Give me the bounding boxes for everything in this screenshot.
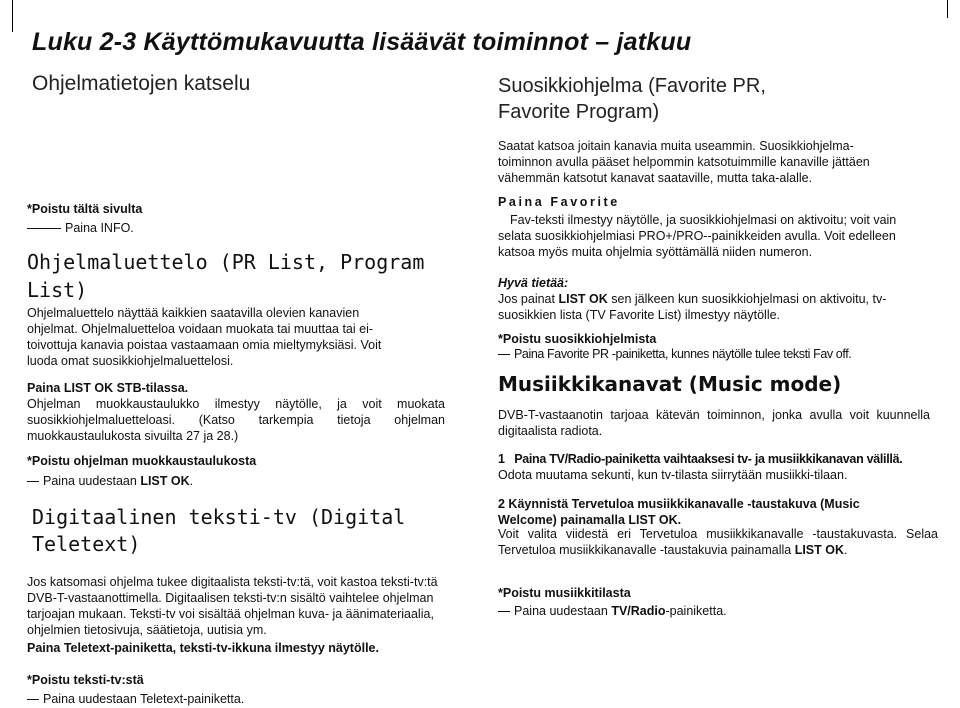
teletext-title-1: Digitaalinen teksti-tv (Digital xyxy=(32,505,406,529)
exit-page-label: *Poistu tältä sivulta xyxy=(27,202,143,216)
exit-teletext-label: *Poistu teksti-tv:stä xyxy=(27,673,144,687)
press-again-key: LIST OK xyxy=(140,474,190,488)
exit-edit-label: *Poistu ohjelman muokkaustaulukosta xyxy=(27,454,257,468)
step2-title: 2 Käynnistä Tervetuloa musiikkikanavalle -taustakuva (Music Welcome) painamalla LIST OK. xyxy=(498,497,860,527)
press-again-prefix: Paina uudestaan xyxy=(43,474,141,488)
press-info-text: Paina INFO. xyxy=(65,221,134,235)
exit-teletext-line xyxy=(27,691,244,707)
program-list-title-1: Ohjelmaluettelo (PR List, Program xyxy=(27,250,425,274)
teletext-paragraph: Jos katsomasi ohjelma tukee digitaalista teksti-tv:tä, voit kastoa teksti-tv:tä DVB-T-vastaanottimella. Digitaalisen teksti-tv:n sisältö vaihtelee ohjelman tarjoajan mukaan. Teksti-tv voi sisältää ohjelman kuva- ja äänimateriaalia, ohjelmien tietosivuja, säätietoja, uutisia ym. xyxy=(27,575,438,637)
program-list-title-2: List) xyxy=(27,278,88,302)
music-paragraph: DVB-T-vastaanotin tarjoaa kätevän toiminnon, jonka avulla voit kuunnella digitaalista radiota. xyxy=(498,408,930,438)
step2-key: LIST OK xyxy=(794,543,844,557)
press-list-ok-line: Paina LIST OK STB-tilassa. xyxy=(27,381,189,395)
press-again-line xyxy=(27,473,193,489)
good-to-know-prefix: Jos painat xyxy=(498,292,559,306)
music-title: Musiikkikanavat (Music mode) xyxy=(498,372,842,396)
step2-text-after: . xyxy=(844,543,848,557)
press-info-line xyxy=(27,220,134,236)
exit-favorite-text: Paina Favorite PR -painiketta, kunnes näytölle tulee teksti Fav off. xyxy=(514,347,852,361)
step1-text: Paina TV/Radio-painiketta vaihtaaksesi tv- ja musiikkikanavan välillä. xyxy=(514,452,903,466)
good-to-know-key: LIST OK xyxy=(558,292,608,306)
exit-music-line xyxy=(498,603,727,619)
exit-favorite-label: *Poistu suosikkiohjelmista xyxy=(498,332,657,346)
press-favorite-heading: Paina Favorite xyxy=(498,195,620,209)
edit-table-paragraph: Ohjelman muokkaustaulukko ilmestyy näytölle, ja voit muokata suosikkiohjelmaluetteloasi. (Katso tarkempia tietoja ohjelman muokkaustaulukosta sivuilta 27 ja 28.) xyxy=(27,397,445,443)
press-again-suffix: . xyxy=(189,474,194,488)
exit-favorite-line xyxy=(498,346,851,362)
exit-teletext-text: Paina uudestaan Teletext-painiketta. xyxy=(43,692,245,706)
dash-rule xyxy=(27,699,39,700)
exit-music-prefix: Paina uudestaan xyxy=(514,604,612,618)
favorite-title-1: Suosikkiohjelma (Favorite PR, xyxy=(498,75,766,97)
good-to-know-text xyxy=(498,291,934,323)
crop-mark-left xyxy=(12,0,13,32)
dash-rule xyxy=(27,481,39,482)
step1-line xyxy=(498,451,902,467)
dash-rule xyxy=(498,354,510,355)
exit-music-label: *Poistu musiikkitilasta xyxy=(498,586,631,600)
favorite-intro: Saatat katsoa joitain kanavia muita useammin. Suosikkiohjelma-toiminnon avulla pääset helpommin katsotuimmille kanaville jättäen vähemmän katsotut kanavat saataville, mutta taka-alalle. xyxy=(498,139,870,185)
teletext-title-2: Teletext) xyxy=(32,532,141,556)
favorite-title-2: Favorite Program) xyxy=(498,101,660,123)
exit-music-key: TV/Radio xyxy=(611,604,666,618)
program-list-paragraph: Ohjelmaluettelo näyttää kaikkien saatavilla olevien kanavien ohjelmat. Ohjelmaluetteloa voidaan muokata tai muuttaa tai ei-toivottuja kanavia poistaa vastaamaan omia mieltymyksiäsi. Voit luoda omat suosikkiohjelmaluettelosi. xyxy=(27,306,382,368)
step2-text xyxy=(498,526,938,558)
chapter-title: Luku 2-3 Käyttömukavuutta lisäävät toiminnot – jatkuu xyxy=(32,28,692,56)
step2-text-before: Voit valita viidestä eri Tervetuloa musiikkikanavalle -taustakuvasta. Selaa Tervetuloa musiikkikanavalle -taustakuvia painamalla xyxy=(498,527,938,557)
good-to-know-rest: sen jälkeen kun suosikkiohjelmasi on aktivoitu, tv-suosikkien lista (TV Favorite List) ilmestyy näytölle. xyxy=(498,292,887,322)
dash-rule xyxy=(498,611,510,612)
crop-mark-right xyxy=(947,0,948,18)
favorite-paragraph: Fav-teksti ilmestyy näytölle, ja suosikkiohjelmasi on aktivoitu; voit vain selata suosikkiohjelmiasi PRO+/PRO--painikkeiden avulla. Voit edelleen katsoa myös muita ohjelmia syöttämällä niiden numeron. xyxy=(498,213,897,259)
exit-music-suffix: -painiketta. xyxy=(665,604,727,618)
section-title-program-info: Ohjelmatietojen katselu xyxy=(32,72,251,95)
step1-number: 1 xyxy=(498,452,505,466)
good-to-know-label: Hyvä tietää: xyxy=(498,276,569,290)
dash-rule xyxy=(27,228,61,229)
teletext-press-line: Paina Teletext-painiketta, teksti-tv-ikkuna ilmestyy näytölle. xyxy=(27,641,379,655)
step1-sub: Odota muutama sekunti, kun tv-tilasta siirrytään musiikki-tilaan. xyxy=(498,468,848,482)
